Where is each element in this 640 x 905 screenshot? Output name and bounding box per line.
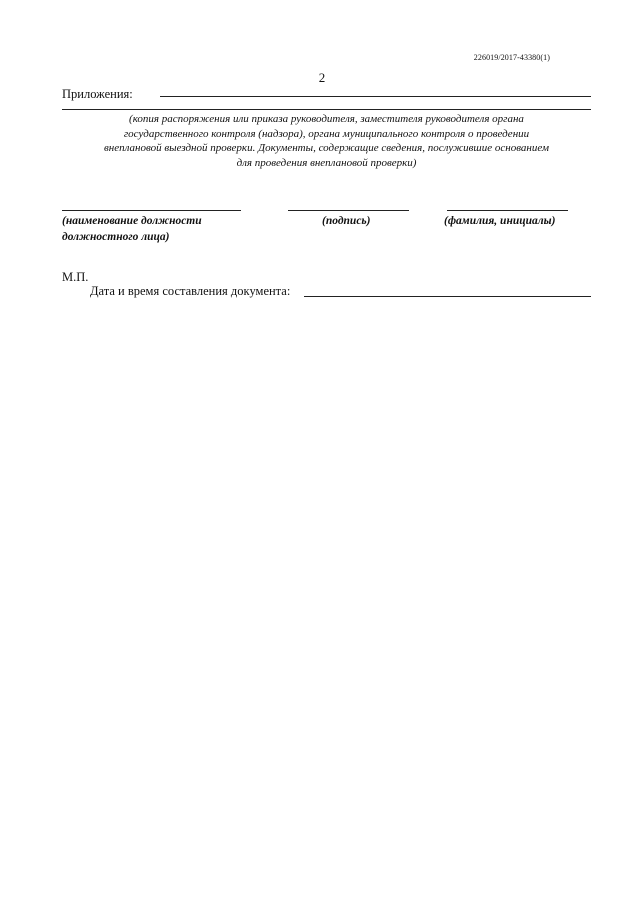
datetime-label: Дата и время составления документа:: [90, 284, 291, 298]
attachments-fill-line-2: [62, 109, 591, 110]
datetime-fill-line: [304, 296, 591, 297]
position-caption-line: (наименование должности: [62, 215, 202, 227]
attachments-note-line: внеплановой выездной проверки. Документы, содержащие сведения, послужившие основанием: [104, 142, 549, 154]
attachments-label: Приложения:: [62, 87, 133, 101]
name-fill-line: [447, 210, 568, 211]
page-number: 2: [318, 70, 326, 85]
document-number: 226019/2017-43380(1): [473, 53, 550, 62]
attachments-note-line: (копия распоряжения или приказа руководителя, заместителя руководителя органа: [129, 113, 524, 125]
stamp-label: М.П.: [62, 270, 89, 284]
position-caption-line: должностного лица): [62, 231, 170, 243]
name-caption: (фамилия, инициалы): [444, 215, 556, 227]
attachments-note: [62, 112, 591, 170]
signature-fill-line: [288, 210, 409, 211]
position-fill-line: [62, 210, 241, 211]
attachments-note-line: государственного контроля (надзора), органа муниципального контроля о проведении: [123, 127, 530, 140]
signature-caption: (подпись): [322, 215, 371, 227]
attachments-note-line: для проведения внеплановой проверки): [236, 156, 417, 169]
attachments-fill-line: [160, 96, 591, 97]
position-caption: [62, 213, 202, 245]
